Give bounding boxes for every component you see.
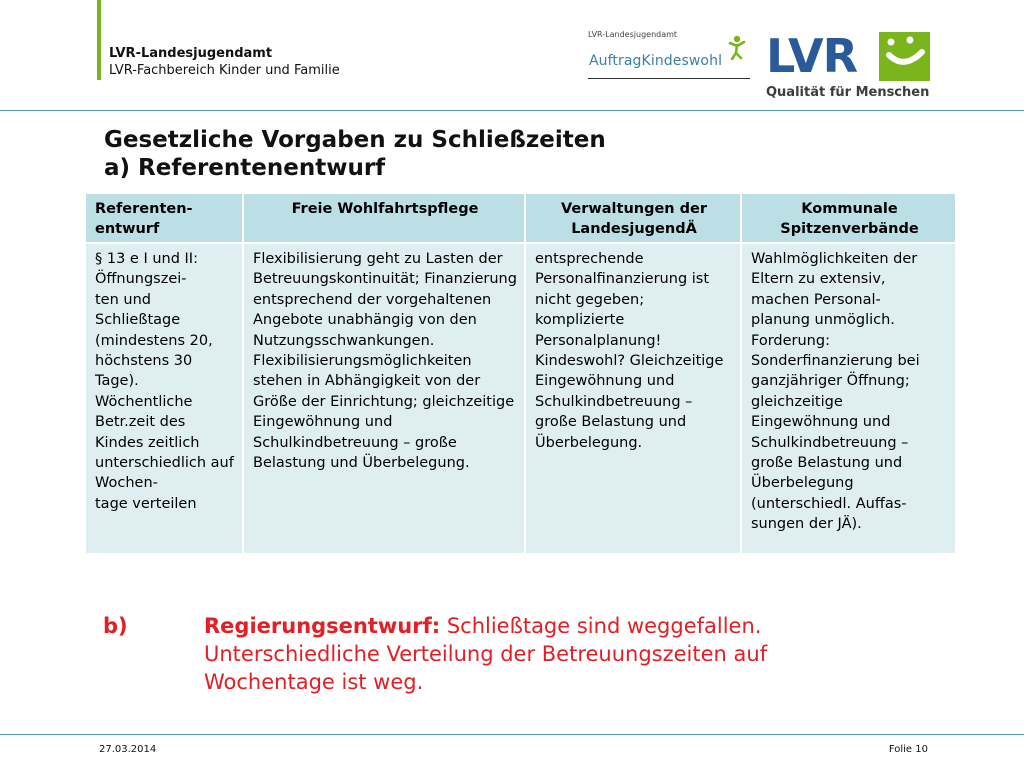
cell-text: Flexibilisierung geht zu Lasten der Betreuungskontinuität; Finanzierung entsprechend der vorgehaltenen Angebote unabhängig von den Nutzungsschwankungen. Flexibilisierungsmöglichkeiten stehen in Abhängigkeit von der Größe der Einrichtung; gleichzeitige Eingewöhnung und Schulkindbetreuung – große Belastung und Überbelegung. — [253, 251, 517, 472]
footer-slide-number: Folie 10 — [888, 744, 928, 755]
section-b-line-2: Unterschiedliche Verteilung der Betreuungszeiten auf — [204, 642, 768, 666]
lvr-wordmark: LVR — [766, 29, 857, 83]
auftrag-logo-small-text: LVR-Landesjugendamt — [588, 30, 678, 39]
table-header-row — [85, 193, 956, 243]
section-b-heading: Regierungsentwurf: — [204, 614, 441, 638]
child-figure-icon — [726, 34, 748, 60]
table-row — [85, 243, 956, 554]
comparison-table — [84, 192, 957, 555]
header-accent-bar — [97, 0, 101, 80]
table-cell-kommunale — [741, 243, 956, 554]
organization-block — [109, 45, 340, 79]
footer-date: 27.03.2014 — [99, 744, 157, 755]
slide-title — [104, 126, 606, 182]
section-b-body — [204, 612, 924, 696]
auftrag-logo-underline — [588, 78, 750, 79]
lvr-smile-icon — [879, 32, 930, 81]
header-label: Kommunale Spitzenverbände — [780, 201, 919, 238]
lvr-logo — [766, 29, 930, 102]
section-b-inline-text: Schließtage sind weggefallen. — [440, 614, 762, 638]
section-b-line-3: Wochentage ist weg. — [204, 670, 424, 694]
table-cell-verwaltungen — [525, 243, 741, 554]
cell-text: Wahlmöglichkeiten der Eltern zu extensiv, machen Personal- planung unmöglich. Forderung: Sonderfinanzierung bei ganzjähriger Öffnung; gleichzeitige Eingewöhnung und Schulkindbetreuung – große Belastung und Überbelegung (unterschiedl. Auffas- sungen der JÄ). — [751, 251, 920, 533]
table-header-referentenentwurf — [85, 193, 243, 243]
table-header-freie-wohlfahrtspflege — [243, 193, 525, 243]
lvr-claim: Qualität für Menschen — [766, 85, 930, 100]
cell-text: § 13 e I und II: Öffnungszei- ten und Schließtage (mindestens 20, höchstens 30 Tage). Wöchentliche Betr.zeit des Kindes zeitlich unterschiedlich auf Wochen- tage verteilen — [95, 251, 234, 512]
header-divider — [0, 110, 1024, 111]
table-header-verwaltungen — [525, 193, 741, 243]
auftrag-kindeswohl-logo — [588, 30, 753, 82]
section-b-line-1 — [204, 612, 924, 640]
auftrag-logo-main-text: AuftragKindeswohl — [589, 53, 723, 69]
cell-text: entsprechende Personalfinanzierung ist nicht gegeben; komplizierte Personalplanung! Kindeswohl? Gleichzeitige Eingewöhnung und Schulkindbetreuung – große Belastung und Überbelegung. — [535, 251, 724, 451]
table-header-kommunale — [741, 193, 956, 243]
header-label: Verwaltungen der LandesjugendÄ — [560, 201, 708, 238]
lvr-face-icon — [879, 32, 930, 81]
organization-department: LVR-Fachbereich Kinder und Familie — [109, 63, 340, 78]
table-cell-referentenentwurf — [85, 243, 243, 554]
slide-title-line-1: Gesetzliche Vorgaben zu Schließzeiten — [104, 127, 606, 153]
table-cell-freie-wohlfahrtspflege — [243, 243, 525, 554]
organization-name: LVR-Landesjugendamt — [109, 46, 273, 61]
header-label: Referenten- entwurf — [95, 201, 193, 238]
footer-divider — [0, 734, 1024, 735]
section-b-label: b) — [103, 614, 128, 638]
header-label: Freie Wohlfahrtspflege — [291, 201, 479, 217]
slide-title-line-2: a) Referentenentwurf — [104, 155, 386, 181]
